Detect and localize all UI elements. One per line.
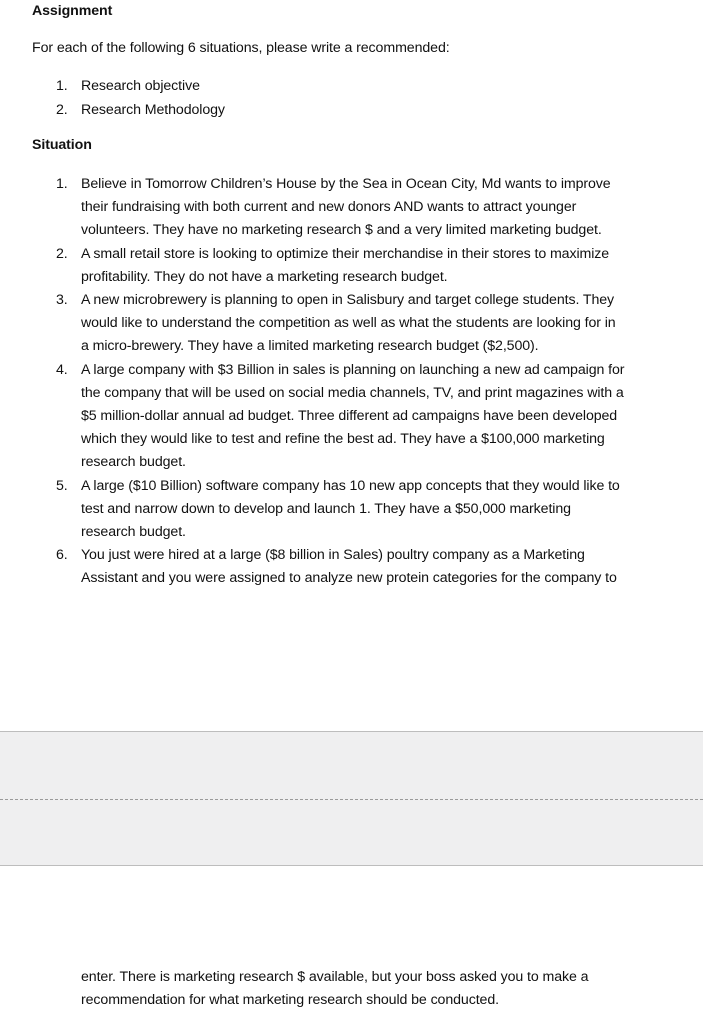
objective-number: 2. xyxy=(56,101,68,118)
situation-line: A large ($10 Billion) software company has 10 new app concepts that they would like to xyxy=(81,477,620,494)
situation-item-4 xyxy=(56,359,681,475)
situations-list xyxy=(56,173,681,591)
situation-line: Believe in Tomorrow Children’s House by the Sea in Ocean City, Md wants to improve xyxy=(81,176,611,192)
situation-line: which they would like to test and refine the best ad. They have a $100,000 marketing xyxy=(81,431,605,448)
situation-number: 4. xyxy=(56,361,68,378)
situation-line: research budget. xyxy=(81,454,186,471)
situation-line: A large company with $3 Billion in sales is planning on launching a new ad campaign for xyxy=(81,361,625,378)
situation-item-6 xyxy=(56,544,681,590)
situation-line: a micro-brewery. They have a limited marketing research budget ($2,500). xyxy=(81,338,539,355)
situation-line: A small retail store is looking to optimize their merchandise in their stores to maximize xyxy=(81,245,610,262)
continued-line: enter. There is marketing research $ available, but your boss asked you to make a xyxy=(81,969,589,985)
intro-text: For each of the following 6 situations, please write a recommended: xyxy=(32,40,450,56)
objective-item xyxy=(56,75,225,99)
situation-line: volunteers. They have no marketing research $ and a very limited marketing budget. xyxy=(81,222,602,239)
situation-line: would like to understand the competition as well as what the students are looking for in xyxy=(81,315,616,332)
page-break-line xyxy=(0,799,703,800)
situation-line: $5 million-dollar annual ad budget. Three different ad campaigns have been developed xyxy=(81,408,618,425)
situation-item-3 xyxy=(56,289,681,359)
situation-line: their fundraising with both current and new donors AND wants to attract younger xyxy=(81,199,577,216)
situation-item-1 xyxy=(56,173,681,243)
document-page-2 xyxy=(81,966,681,1012)
objective-item xyxy=(56,99,225,123)
objectives-list xyxy=(56,75,225,122)
continued-line: recommendation for what marketing research should be conducted. xyxy=(81,992,499,1009)
page-gap xyxy=(0,731,703,866)
objective-number: 1. xyxy=(56,78,68,94)
situation-item-2 xyxy=(56,243,681,289)
situation-number: 6. xyxy=(56,547,68,564)
situation-item-5 xyxy=(56,475,681,545)
situation-line: test and narrow down to develop and launch 1. They have a $50,000 marketing xyxy=(81,500,571,517)
situation-number: 1. xyxy=(56,176,68,192)
situation-line: the company that will be used on social media channels, TV, and print magazines with a xyxy=(81,384,624,401)
situation-line: You just were hired at a large ($8 billion in Sales) poultry company as a Marketing xyxy=(81,547,585,564)
situation-line: research budget. xyxy=(81,524,186,541)
situation-line: A new microbrewery is planning to open in Salisbury and target college students. They xyxy=(81,292,615,309)
objective-text: Research Methodology xyxy=(81,101,225,118)
objective-text: Research objective xyxy=(81,78,200,94)
assignment-heading: Assignment xyxy=(32,3,113,19)
situation-number: 2. xyxy=(56,245,68,262)
situation-line: Assistant and you were assigned to analyze new protein categories for the company to xyxy=(81,570,617,587)
situation-number: 5. xyxy=(56,477,68,494)
situation-heading: Situation xyxy=(32,137,92,153)
situation-number: 3. xyxy=(56,292,68,309)
situation-line: profitability. They do not have a marketing research budget. xyxy=(81,268,448,285)
